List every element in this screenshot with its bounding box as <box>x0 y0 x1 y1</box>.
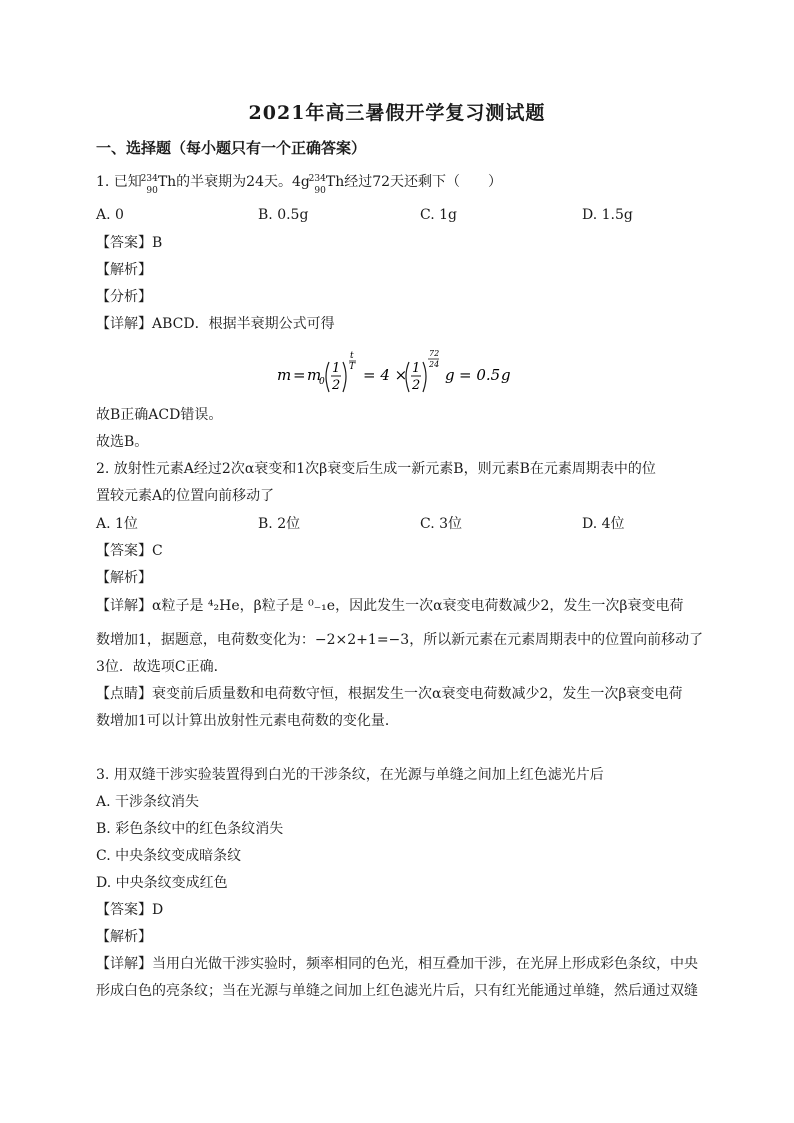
q1-conclusion-1: 故B正确ACD错误。 <box>96 407 223 423</box>
q1-answer: 【答案】B <box>96 235 163 251</box>
q1-detail: 【详解】ABCD．根据半衰期公式可得 <box>96 316 335 332</box>
q1-option-a: A. 0 <box>96 207 124 223</box>
q1-stem-c: 经过72天还剩下（ ） <box>344 174 503 190</box>
half-life-formula-graphic <box>277 348 517 404</box>
q2-comment-line-2: 数增加1可以计算出放射性元素电荷数的变化量． <box>96 713 399 729</box>
q2-analysis-label: 【解析】 <box>96 570 152 586</box>
q1-fenxi-label: 【分析】 <box>96 289 152 305</box>
q2-detail-line-3: 3位．故选项C正确． <box>96 659 228 675</box>
q3-detail-line-2: 形成白色的亮条纹；当在光源与单缝之间加上红色滤光片后，只有红光能通过单缝，然后通过双缝 <box>96 983 698 999</box>
q1-stem-b: 的半衰期为24天。4g <box>176 174 310 190</box>
section-heading: 一、选择题（每小题只有一个正确答案） <box>96 139 367 157</box>
q3-analysis-label: 【解析】 <box>96 929 152 945</box>
q1-nuclide-2: 234 90 <box>308 174 326 196</box>
svg-text:24: 24 <box>429 360 440 369</box>
q1-nuclide-element-2: Th <box>325 174 345 190</box>
q1-conclusion-2: 故选B。 <box>96 434 149 450</box>
svg-text:=: = <box>293 366 306 384</box>
q2-comment-line-1: 【点睛】衰变前后质量数和电荷数守恒，根据发生一次α衰变电荷数减少2，发生一次β衰变电荷 <box>96 686 683 702</box>
svg-text:= 4 ×: = 4 × <box>363 366 408 384</box>
q3-detail-line-1: 【详解】当用白光做干涉实验时，频率相同的色光，相互叠加干涉，在光屏上形成彩色条纹，中央 <box>96 956 698 972</box>
q2-stem-line-1: 2. 放射性元素A经过2次α衰变和1次β衰变后生成一新元素B，则元素B在元素周期表中的位 <box>96 461 656 477</box>
q1-nuclide-element: Th <box>157 174 177 190</box>
svg-text:t: t <box>350 351 354 361</box>
q2-detail-line-1: 【详解】α粒子是 ⁴₂He，β粒子是 ⁰₋₁e，因此发生一次α衰变电荷数减少2，发生一次β衰变电荷 <box>96 598 684 614</box>
q3-option-a: A. 干涉条纹消失 <box>96 794 200 810</box>
q2-detail-line-2: 数增加1，据题意，电荷数变化为：−2×2+1=−3，所以新元素在元素周期表中的位置向前移动了 <box>96 632 704 648</box>
svg-text:= 0.5: = 0.5 <box>459 366 501 384</box>
q1-formula <box>0 348 794 408</box>
q1-option-b: B. 0.5g <box>258 207 309 223</box>
q2-stem-line-2: 置较元素A的位置向前移动了 <box>96 488 275 504</box>
svg-text:2: 2 <box>332 378 341 393</box>
svg-text:T: T <box>349 362 356 372</box>
q1-stem <box>96 172 503 196</box>
q2-option-a: A. 1位 <box>96 516 138 532</box>
svg-text:1: 1 <box>332 361 341 376</box>
q3-stem: 3. 用双缝干涉实验装置得到白光的干涉条纹，在光源与单缝之间加上红色滤光片后 <box>96 767 604 783</box>
q2-answer: 【答案】C <box>96 543 163 559</box>
svg-text:m: m <box>277 366 292 384</box>
svg-text:m: m <box>307 366 322 384</box>
q2-option-c: C. 3位 <box>420 516 463 532</box>
svg-text:2: 2 <box>412 378 421 393</box>
svg-text:g: g <box>445 366 455 384</box>
q1-nuclide: 234 90 <box>140 174 158 196</box>
svg-text:72: 72 <box>429 349 440 358</box>
q3-option-d: D. 中央条纹变成红色 <box>96 875 228 891</box>
q1-option-c: C. 1g <box>420 207 457 223</box>
svg-text:g: g <box>501 366 511 384</box>
svg-text:1: 1 <box>412 361 421 376</box>
page-title: 2021年高三暑假开学复习测试题 <box>248 102 546 124</box>
q1-option-d: D. 1.5g <box>582 207 633 223</box>
q3-answer: 【答案】D <box>96 902 164 918</box>
q2-option-d: D. 4位 <box>582 516 625 532</box>
q2-option-b: B. 2位 <box>258 516 301 532</box>
q3-option-c: C. 中央条纹变成暗条纹 <box>96 848 242 864</box>
q1-stem-a: 1. 已知 <box>96 174 142 190</box>
q1-analysis-label: 【解析】 <box>96 262 152 278</box>
svg-text:0: 0 <box>319 377 325 387</box>
q3-option-b: B. 彩色条纹中的红色条纹消失 <box>96 821 284 837</box>
